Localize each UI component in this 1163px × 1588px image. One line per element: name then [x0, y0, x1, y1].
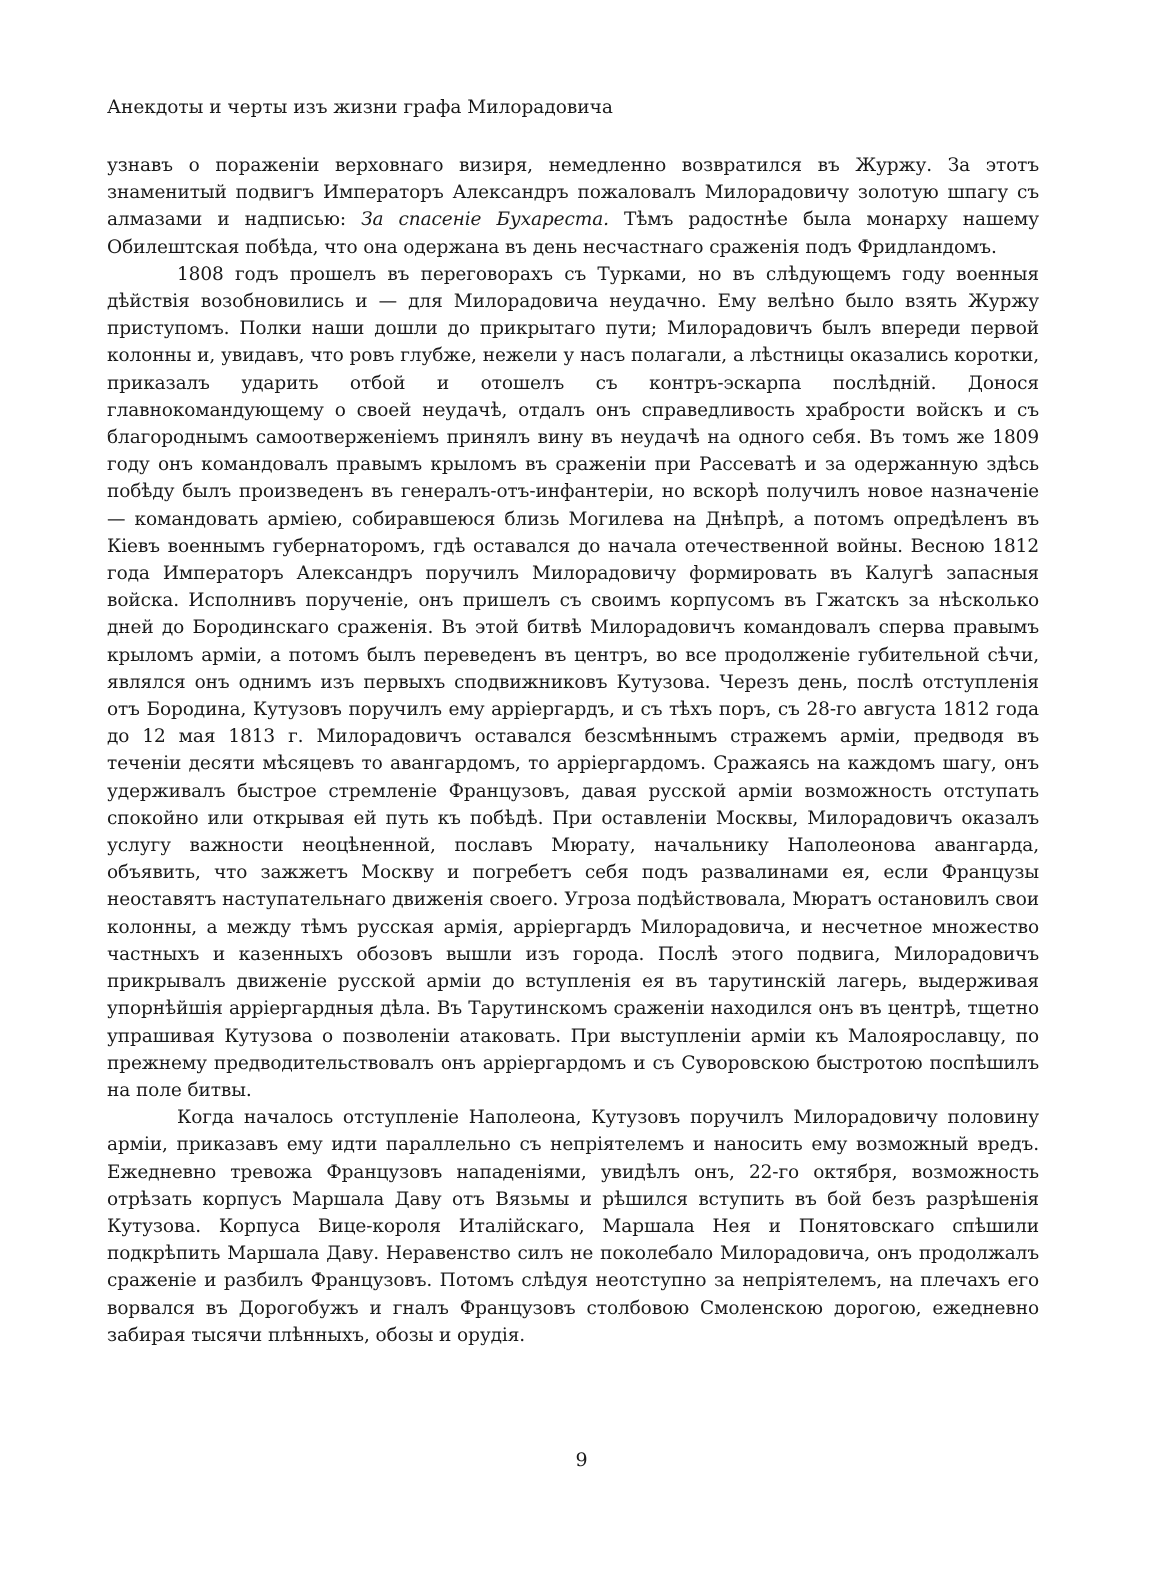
paragraph: Когда началось отступленіе Наполеона, Кутузовъ поручилъ Милорадовичу половину арміи, приказавъ ему идти параллельно съ непріятелемъ и наносить ему возможный вредъ. Ежедневно тревожа Французовъ нападеніями, увидѣлъ онъ, 22-го октября, возможность отрѣзать корпусъ Маршала Даву отъ Вязьмы и рѣшился вступить въ бой безъ разрѣшенія Кутузова. Корпуса Вице-короля Италійскаго, Маршала Нея и Понятовскаго спѣшили подкрѣпить Маршала Даву. Неравенство силъ не поколебало Милорадовича, онъ продолжалъ сраженіе и разбилъ Французовъ. Потомъ слѣдуя неотступно за непріятелемъ, на плечахъ его ворвался въ Дорогобужъ и гналъ Французовъ столбовою Смоленскою дорогою, ежедневно забирая тысячи плѣнныхъ, обозы и орудія.: [107, 1107, 1039, 1346]
running-header: Анекдоты и черты изъ жизни графа Милорадовича: [107, 97, 613, 118]
paragraph-text: узнавъ о пораженіи верховнаго визиря, немедленно возвратился въ Журжу. За этотъ знаменитый подвигъ Императоръ Александръ пожаловалъ Милорадовичу золотую шпагу съ алмазами и надписью:: [107, 155, 1039, 231]
italic-inscription: За спасеніе Бухареста.: [361, 209, 609, 231]
paragraph: 1808 годъ прошелъ въ переговорахъ съ Турками, но въ слѣдующемъ году военныя дѣйствія возобновились и — для Милорадовича неудачно. Ему велѣно было взять Журжу приступомъ. Полки наши дошли до прикрытаго пути; Милорадовичъ былъ впереди первой колонны и, увидавъ, что ровъ глубже, нежели у насъ полагали, а лѣстницы оказались коротки, приказалъ ударить отбой и отошелъ съ контръ-эскарпа послѣдній. Донося главнокомандующему о своей неудачѣ, отдалъ онъ справедливость храбрости войскъ и съ благороднымъ самоотверженіемъ принялъ вину въ неудачѣ на одного себя. Въ томъ же 1809 году онъ командовалъ правымъ крыломъ въ сраженіи при Рассеватѣ и за одержанную здѣсь побѣду былъ произведенъ въ генералъ-отъ-инфантеріи, но вскорѣ получилъ новое назначеніе — командовать арміею, собиравшеюся близь Могилева на Днѣпрѣ, а потомъ опредѣленъ въ Кіевъ военнымъ губернаторомъ, гдѣ оставался до начала отечественной войны. Весною 1812 года Императоръ Александръ поручилъ Милорадовичу формировать въ Калугѣ запасныя войска. Исполнивъ порученіе, онъ пришелъ съ своимъ корпусомъ въ Гжатскъ за нѣсколько дней до Бородинскаго сраженія. Въ этой битвѣ Милорадовичъ командовалъ сперва правымъ крыломъ арміи, а потомъ былъ переведенъ въ центръ, во все продолженіе губительной сѣчи, являлся онъ однимъ изъ первыхъ сподвижниковъ Кутузова. Черезъ день, послѣ отступленія отъ Бородина, Кутузовъ поручилъ ему арріергардъ, и съ тѣхъ поръ, съ 28-го августа 1812 года до 12 мая 1813 г. Милорадовичъ оставался безсмѣннымъ стражемъ арміи, предводя въ теченіи десяти мѣсяцевъ то авангардомъ, то арріергардомъ. Сражаясь на каждомъ шагу, онъ удерживалъ быстрое стремленіе Французовъ, давая русской арміи возможность отступать спокойно или открывая ей путь къ побѣдѣ. При оставленіи Москвы, Милорадовичъ оказалъ услугу важности неоцѣненной, пославъ Мюрату, начальнику Наполеонова авангарда, объявить, что зажжетъ Москву и погребетъ себя подъ развалинами ея, если Французы неоставятъ наступательнаго движенія своего. Угроза подѣйствовала, Мюратъ остановилъ свои колонны, а между тѣмъ русская армія, арріергардъ Милорадовича, и несчетное множество частныхъ и казенныхъ обозовъ вышли изъ города. Послѣ этого подвига, Милорадовичъ прикрывалъ движеніе русской арміи до вступленія ея въ тарутинскій лагерь, выдерживая упорнѣйшія арріергардныя дѣла. Въ Тарутинскомъ сраженіи находился онъ въ центрѣ, тщетно упрашивая Кутузова о позволеніи атаковать. При выступленіи арміи къ Малоярославцу, по прежнему предводительствовалъ онъ арріергардомъ и съ Суворовскою быстротою поспѣшилъ на поле битвы.: [107, 263, 1039, 1101]
paragraph-text: Тѣмъ радостнѣе была монарху нашему Обилештская побѣда, что она одержана въ день несчастнаго сраженія подъ Фридландомъ.: [107, 209, 1039, 258]
page-number: 9: [575, 1449, 588, 1471]
paragraph-continuation: [107, 152, 1039, 261]
body-text: [107, 152, 1039, 1349]
